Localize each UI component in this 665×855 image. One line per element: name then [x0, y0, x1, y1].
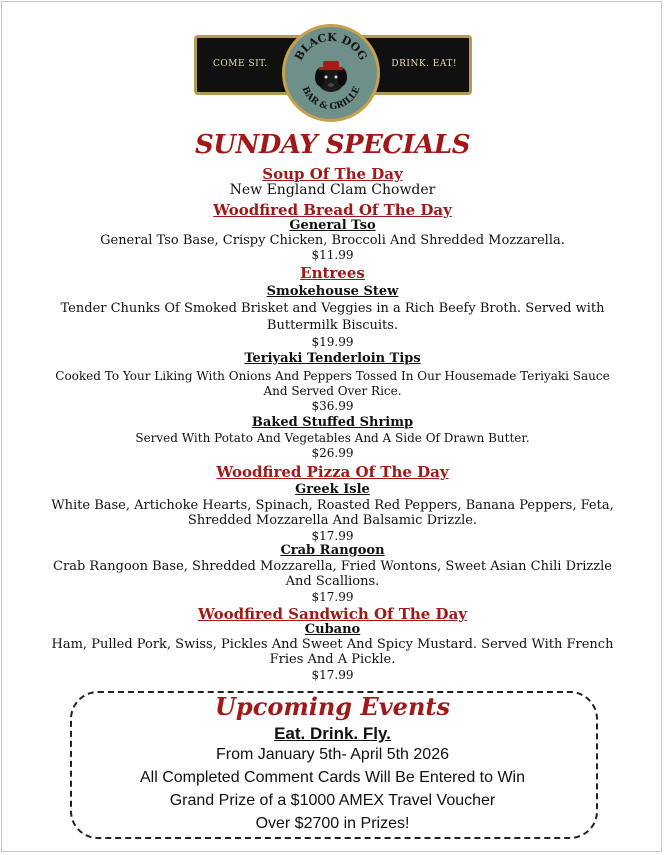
pizza-desc: Shredded Mozzarella And Balsamic Drizzle. [187, 513, 478, 528]
entree-price: $26.99 [311, 446, 354, 460]
dog-emblem-icon [285, 27, 377, 119]
bread-item-name: General Tso [289, 218, 376, 233]
events-title: Upcoming Events [215, 692, 450, 721]
logo-right-text: DRINK. EAT! [391, 59, 457, 69]
sandwich-desc: Fries And A Pickle. [269, 652, 396, 667]
pizza-desc: And Scallions. [285, 574, 380, 589]
sandwich-price: $17.99 [311, 668, 354, 682]
soup-item: New England Clam Chowder [229, 182, 436, 198]
entree-price: $36.99 [311, 399, 354, 413]
entree-desc: Buttermilk Biscuits. [266, 318, 399, 333]
pizza-name: Crab Rangoon [280, 543, 385, 558]
pizza-name: Greek Isle [295, 482, 370, 497]
entree-desc: Cooked To Your Liking With Onions And Peppers Tossed In Our Housemade Teriyaki Sauce [55, 369, 610, 383]
bread-item-desc: General Tso Base, Crispy Chicken, Broccoli And Shredded Mozzarella. [100, 233, 565, 248]
entree-name: Teriyaki Tenderloin Tips [244, 351, 421, 366]
logo-medallion [282, 24, 380, 122]
entree-name: Smokehouse Stew [266, 284, 399, 299]
soup-heading: Soup Of The Day [262, 165, 403, 183]
entree-desc: And Served Over Rice. [263, 384, 402, 398]
entree-desc: Served With Potato And Vegetables And A Side Of Drawn Butter. [135, 431, 530, 445]
events-headline: Eat. Drink. Fly. [274, 724, 391, 743]
entrees-heading: Entrees [300, 264, 365, 282]
entree-name: Baked Stuffed Shrimp [251, 415, 414, 430]
logo-left-text: COME SIT. [213, 59, 268, 69]
page-title: SUNDAY SPECIALS [195, 130, 470, 160]
entree-price: $19.99 [311, 335, 354, 349]
pizza-price: $17.99 [311, 590, 354, 604]
bread-heading: Woodfired Bread Of The Day [213, 201, 452, 219]
pizza-price: $17.99 [311, 529, 354, 543]
pizza-desc: Crab Rangoon Base, Shredded Mozzarella, Fried Wontons, Sweet Asian Chili Drizzle [53, 559, 612, 574]
pizza-heading: Woodfired Pizza Of The Day [216, 463, 449, 481]
bread-item-price: $11.99 [311, 248, 354, 262]
svg-text:BLACK DOG [292, 31, 369, 63]
sandwich-desc: Ham, Pulled Pork, Swiss, Pickles And Sweet And Spicy Mustard. Served With French [51, 637, 614, 652]
sandwich-heading: Woodfired Sandwich Of The Day [197, 605, 468, 623]
sandwich-name: Cubano [304, 622, 361, 637]
logo-brand-top: BLACK DOG [292, 30, 370, 63]
events-line: Over $2700 in Prizes! [255, 815, 410, 832]
events-line: Grand Prize of a $1000 AMEX Travel Voucher [169, 792, 496, 809]
events-line: All Completed Comment Cards Will Be Entered to Win [139, 769, 526, 786]
pizza-desc: White Base, Artichoke Hearts, Spinach, Roasted Red Peppers, Banana Peppers, Feta, [51, 498, 614, 513]
black-dog-logo [194, 30, 472, 113]
logo-brand-bottom: BAR & GRILLE [299, 85, 363, 113]
events-line: From January 5th- April 5th 2026 [215, 746, 449, 763]
entree-desc: Tender Chunks Of Smoked Brisket and Veggies in a Rich Beefy Broth. Served with [60, 301, 605, 316]
